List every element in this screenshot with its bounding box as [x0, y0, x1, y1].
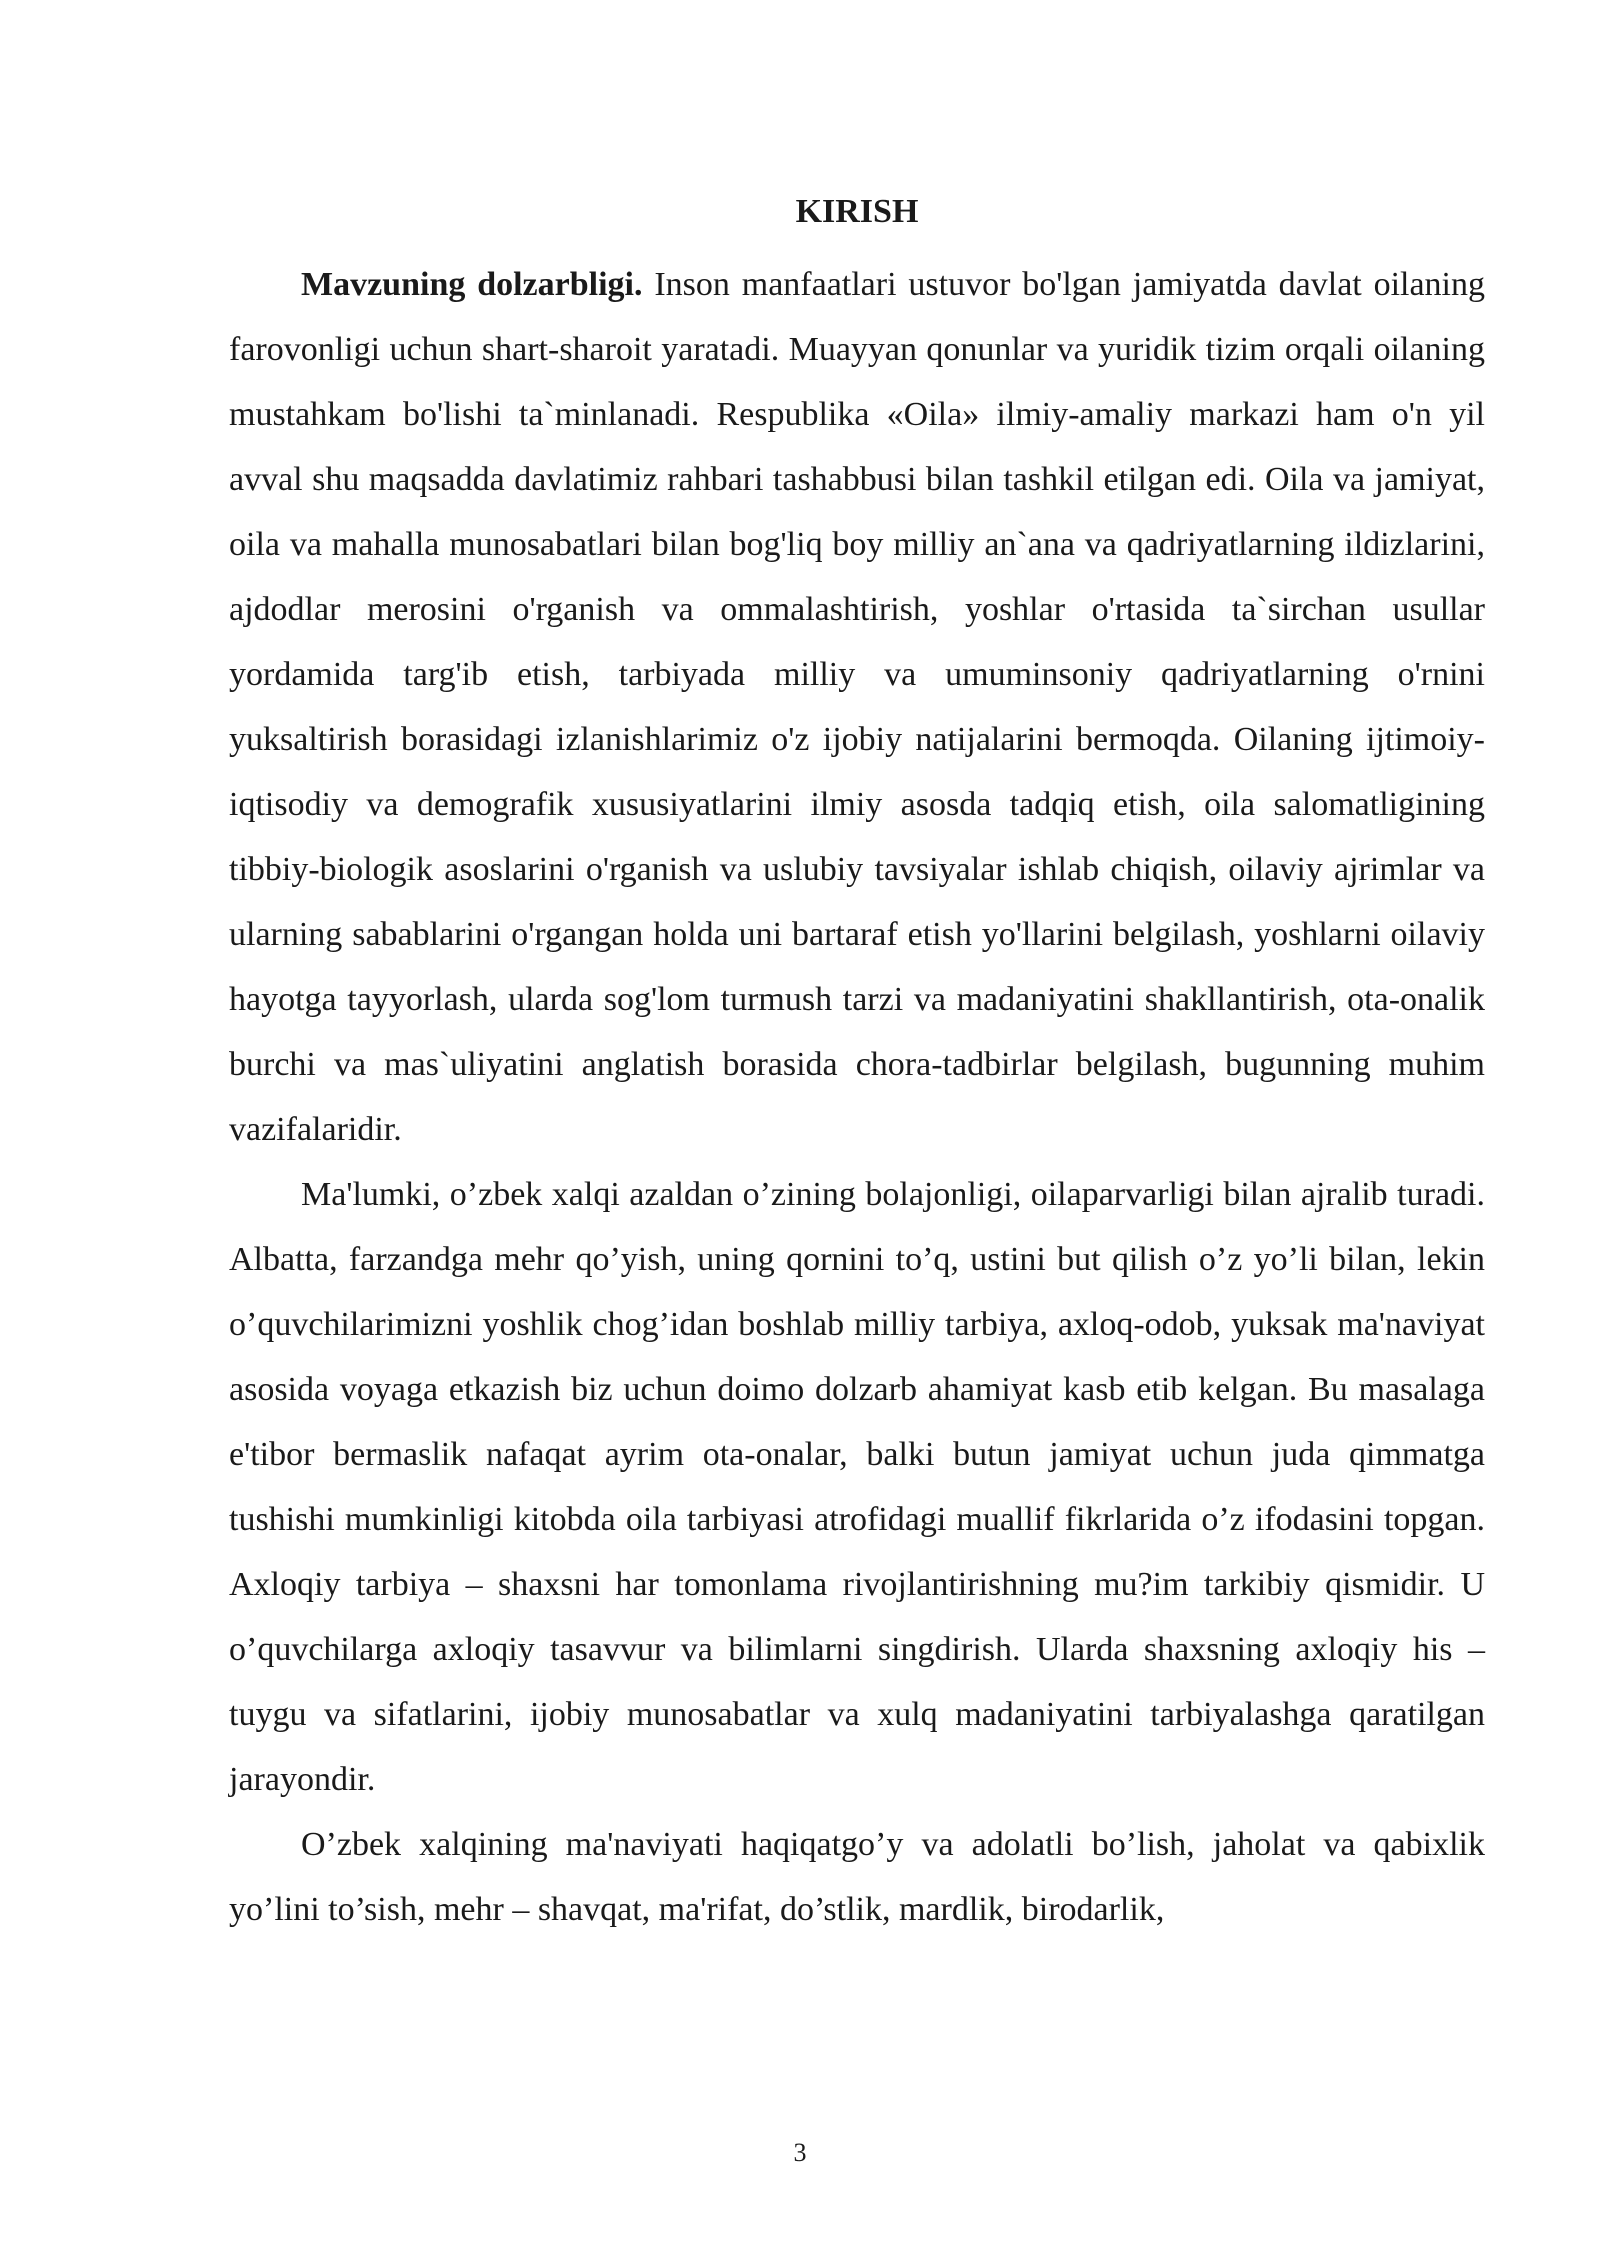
paragraph-text: Ma'lumki, o’zbek xalqi azaldan o’zining bolajonligi, oilaparvarligi bilan ajralib turadi. Albatta, farzandga mehr qo’yish, uning qornini to’q, ustini but qilish o’z yo’li bilan, lekin o’quvchilarimizni yoshlik chog’idan boshlab milliy tarbiya, axloq-odob, yuksak ma'naviyat asosida voyaga etkazish biz uchun doimo dolzarb ahamiyat kasb etib kelgan. Bu masalaga e'tibor bermaslik nafaqat ayrim ota-onalar, balki butun jamiyat uchun juda qimmatga tushishi mumkinligi kitobda oila tarbiyasi atrofidagi muallif fikrlarida o’z ifodasini topgan. Axloqiy tarbiya – shaxsni har tomonlama rivojlantirishning mu?im tarkibiy qismidir. U o’quvchilarga axloqiy tasavvur va bilimlarni singdirish. Ularda shaxsning axloqiy his – tuygu va sifatlarini, ijobiy munosabatlar va xulq madaniyatini tarbiyalashga qaratilgan jarayondir. [229, 1176, 1485, 1798]
paragraph-1 [229, 252, 1485, 1162]
paragraph-text: O’zbek xalqining ma'naviyati haqiqatgo’y va adolatli bo’lish, jaholat va qabixlik yo’lini to’sish, mehr – shavqat, ma'rifat, do’stlik, mardlik, birodarlik, [229, 1826, 1485, 1928]
paragraph-text: Inson manfaatlari ustuvor bo'lgan jamiyatda davlat oilaning farovonligi uchun shart-sharoit yaratadi. Muayyan qonunlar va yuridik tizim orqali oilaning mustahkam bo'lishi ta`minlanadi. Respublika «Oila» ilmiy-amaliy markazi ham o'n yil avval shu maqsadda davlatimiz rahbari tashabbusi bilan tashkil etilgan edi. Oila va jamiyat, oila va mahalla munosabatlari bilan bog'liq boy milliy an`ana va qadriyatlarning ildizlarini, ajdodlar merosini o'rganish va ommalashtirish, yoshlar o'rtasida ta`sirchan usullar yordamida targ'ib etish, tarbiyada milliy va umuminsoniy qadriyatlarning o'rnini yuksaltirish borasidagi izlanishlarimiz o'z ijobiy natijalarini bermoqda. Oilaning ijtimoiy-iqtisodiy va demografik xususiyatlarini ilmiy asosda tadqiq etish, oila salomatligining tibbiy-biologik asoslarini o'rganish va uslubiy tavsiyalar ishlab chiqish, oilaviy ajrimlar va ularning sabablarini o'rgangan holda uni bartaraf etish yo'llarini belgilash, yoshlarni oilaviy hayotga tayyorlash, ularda sog'lom turmush tarzi va madaniyatini shakllantirish, ota-onalik burchi va mas`uliyatini anglatish borasida chora-tadbirlar belgilash, bugunning muhim vazifalaridir. [229, 266, 1486, 1148]
page-title: KIRISH [795, 193, 919, 230]
page-number: 3 [793, 2138, 807, 2167]
paragraph-lead: Mavzuning dolzarbligi. [301, 266, 643, 303]
page-content [229, 182, 1485, 1942]
paragraph-3 [229, 1812, 1485, 1942]
paragraph-2 [229, 1162, 1485, 1812]
